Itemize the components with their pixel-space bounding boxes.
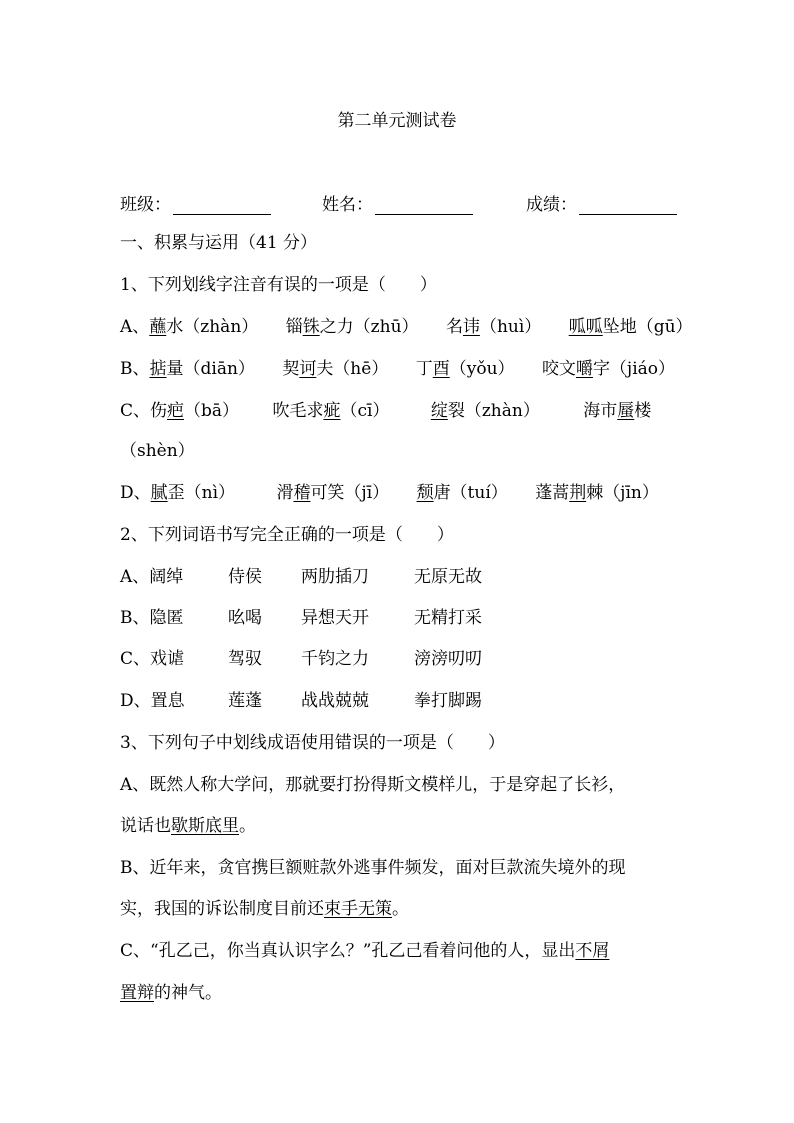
class-label: 班级： [120,195,171,215]
score-blank [579,196,677,215]
score-field [526,190,677,215]
q1-option-a: A、蘸水（zhàn） 锱铢之力（zhū） 名讳（huì） 呱呱坠地（gū） [120,317,693,337]
q3-option-b-line2: 实，我国的诉讼制度目前还束手无策。 [120,899,409,919]
name-label: 姓名： [322,195,373,215]
q3-stem: 3、下列句子中划线成语使用错误的一项是（ ） [120,733,505,753]
name-blank [375,196,473,215]
q3-option-a-line2: 说话也歇斯底里。 [120,816,256,836]
q1-option-d: D、腻歪（nì） 滑稽可笑（jī） 颓唐（tuí） 蓬蒿荆棘（jīn） [120,483,659,503]
q3-option-c-line2: 置辩的神气。 [120,983,222,1003]
q2-stem: 2、下列词语书写完全正确的一项是（ ） [120,525,454,545]
section-heading: 一、积累与运用（41 分） [120,233,318,253]
class-field [120,190,271,215]
class-blank [173,196,271,215]
q1-option-c: C、伤疤（bā） 吹毛求疵（cī） 绽裂（zhàn） 海市蜃楼 [120,401,652,421]
page-title: 第二单元测试卷 [337,111,457,131]
q3-option-b-line1: B、近年来，贪官携巨额赃款外逃事件频发，面对巨款流失境外的现 [120,858,626,878]
q1-option-c-cont: （shèn） [120,441,195,461]
score-label: 成绩： [526,195,577,215]
q1-stem: 1、下列划线字注音有误的一项是（ ） [120,275,437,295]
q3-option-c-line1: C、“孔乙己，你当真认识字么？”孔乙己看着问他的人，显出不屑 [120,941,610,961]
name-field [322,190,473,215]
exam-page: 第二单元测试卷 班级： 姓名： 成绩： 一、积累与运用（41 分） 1、下列划线字注音有误的一项是（ ） A、蘸水（zhàn） 锱铢之力（zhū） 名讳（huì） 呱呱坠地（gū） B、掂量（diān） 契诃夫（hē） 丁酉（yǒu） 咬文嚼字（jiáo） C、伤疤（bā） 吹毛求疵（cī） 绽裂（zhàn） 海市蜃楼 （shèn） D、腻歪（nì） 滑稽可笑（jī） 颓唐（tuí） 蓬蒿荆棘（jīn） 2、下列词语书写完全正确的一项是（ ） A、阔绰 侍侯 两肋插刀 无原无故 B、隐匿 吆喝 异想天开 无精打采 C、戏谑 驾驭 千钧之力 滂滂叨叨 D、置息 莲蓬 战战兢兢 拳打脚踢 3、下列句子中划线成语使用错误的一项是（ ） A、既然人称大学问，那就要打扮得斯文模样儿，于是穿起了长衫， 说话也歇斯底里。 B、近年来，贪官携巨额赃款外逃事件频发，面对巨款流失境外的现 实，我国的诉讼制度目前还束手无策。 C、“孔乙己，你当真认识字么？”孔乙己看着问他的人，显出不屑 置辩的神气。 [0,0,794,1123]
q1-option-b: B、掂量（diān） 契诃夫（hē） 丁酉（yǒu） 咬文嚼字（jiáo） [120,359,676,379]
q3-option-a-line1: A、既然人称大学问，那就要打扮得斯文模样儿，于是穿起了长衫， [120,775,626,795]
